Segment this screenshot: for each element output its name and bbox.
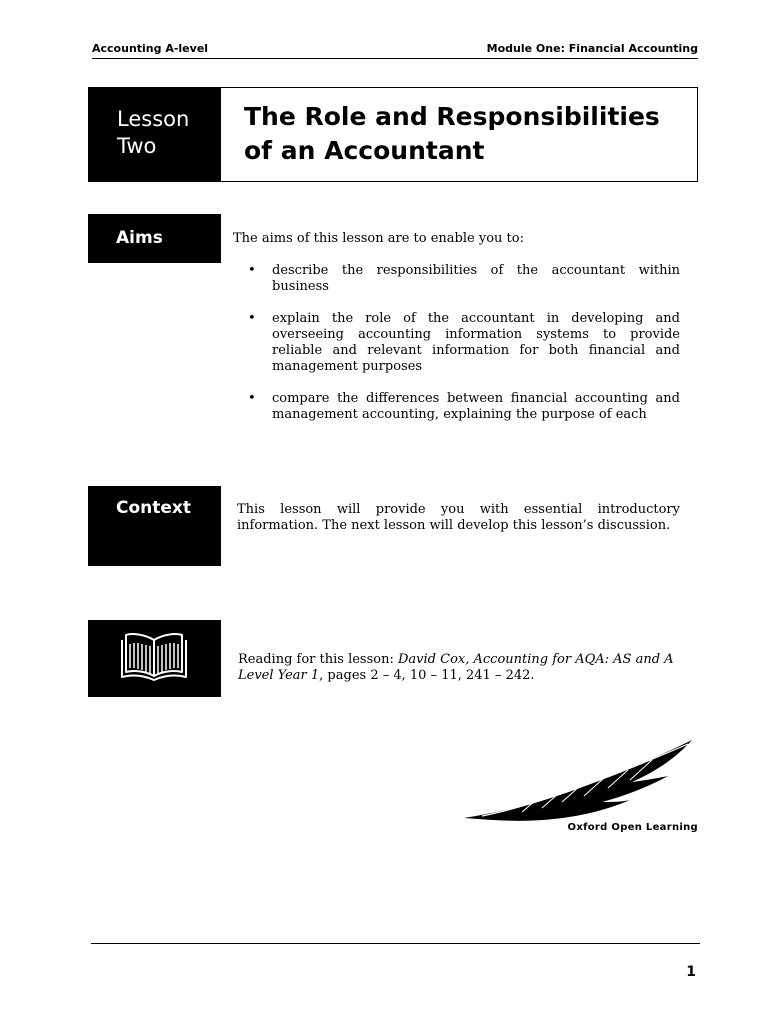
page-number: 1 — [686, 964, 696, 980]
footer-divider — [91, 943, 700, 944]
aims-item-text: describe the responsibilities of the accountant within business — [272, 263, 680, 294]
book-icon — [88, 620, 221, 697]
reading-source: David Cox, Accounting for AQA: AS and A Level Year 1 — [238, 652, 674, 683]
lesson-title: The Role and Responsibilities of an Accountant — [244, 102, 660, 165]
lesson-label-line2: Two — [117, 134, 157, 158]
reading-label — [88, 620, 221, 697]
aims-list-item — [246, 311, 680, 375]
lesson-title-box — [88, 87, 698, 182]
page-header — [92, 42, 698, 59]
header-course: Accounting A-level — [92, 42, 209, 55]
lesson-label — [89, 88, 221, 181]
header-module: Module One: Financial Accounting — [486, 42, 698, 55]
bullet-icon: • — [248, 311, 256, 326]
lesson-label-line1: Lesson — [117, 107, 190, 131]
logo-text: Oxford Open Learning — [567, 822, 698, 833]
aims-item-text: explain the role of the accountant in developing and overseeing accounting information systems to provide reliable and relevant information for both financial and management purposes — [272, 311, 680, 374]
aims-intro: The aims of this lesson are to enable you to: — [233, 231, 524, 246]
aims-list-item — [246, 263, 680, 295]
context-text: This lesson will provide you with essential introductory information. The next lesson will develop this lesson’s discussion. — [237, 502, 680, 533]
reading-prefix: Reading for this lesson: — [238, 652, 398, 667]
context-label: Context — [88, 486, 221, 566]
aims-list — [246, 263, 680, 439]
reading-text — [238, 652, 683, 684]
aims-item-text: compare the differences between financial accounting and management accounting, explaining the purpose of each — [272, 391, 680, 422]
bullet-icon: • — [248, 263, 256, 278]
bullet-icon: • — [248, 391, 256, 406]
aims-list-item — [246, 391, 680, 423]
reading-pages: , pages 2 – 4, 10 – 11, 241 – 242. — [319, 668, 535, 683]
aims-label: Aims — [88, 214, 221, 263]
